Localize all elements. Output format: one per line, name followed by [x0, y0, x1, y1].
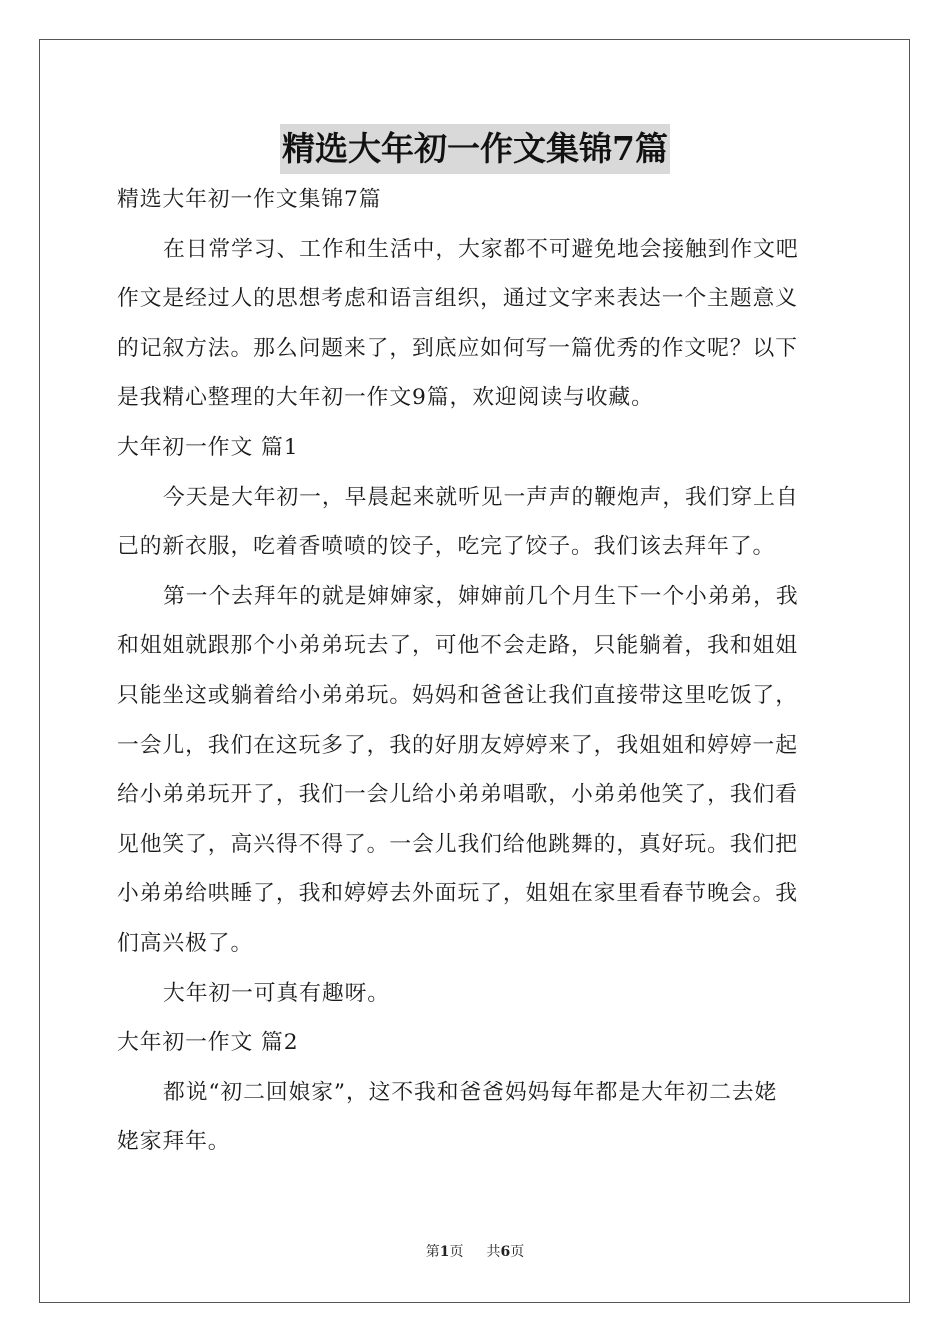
- page-footer: [0, 1242, 950, 1262]
- page-total: 共6页: [486, 1244, 525, 1260]
- text-line: 在日常学习、工作和生活中，大家都不可避免地会接触到作文吧: [163, 236, 799, 262]
- text-line: 们高兴极了。: [117, 930, 254, 956]
- text-line: 见他笑了，高兴得不得了。一会儿我们给他跳舞的，真好玩。我们把: [117, 831, 798, 857]
- document-subtitle: 精选大年初一作文集锦7篇: [117, 187, 382, 212]
- text-line: 都说“初二回娘家”，这不我和爸爸妈妈每年都是大年初二去姥: [163, 1079, 778, 1105]
- text-line: 是我精心整理的大年初一作文9篇，欢迎阅读与收藏。: [117, 385, 654, 411]
- text-line: 只能坐这或躺着给小弟弟玩。妈妈和爸爸让我们直接带这里吃饭了，: [117, 682, 798, 708]
- section-heading-1: 大年初一作文 篇1: [117, 434, 299, 460]
- page-number: 第1页: [425, 1244, 464, 1260]
- text-line: 己的新衣服，吃着香喷喷的饺子，吃完了饺子。我们该去拜年了。: [117, 534, 776, 560]
- section-heading-2: 大年初一作文 篇2: [117, 1030, 299, 1056]
- section1-paragraph-3: [117, 969, 835, 1019]
- text-line: 大年初一可真有趣呀。: [163, 980, 390, 1006]
- text-line: 第一个去拜年的就是婶婶家，婶婶前几个月生下一个小弟弟，我: [163, 583, 799, 609]
- text-line: 的记叙方法。那么问题来了，到底应如何写一篇优秀的作文呢？以下: [117, 335, 798, 361]
- intro-paragraph: [117, 225, 835, 423]
- section1-paragraph-2: [117, 572, 835, 969]
- text-line: 姥家拜年。: [117, 1129, 231, 1155]
- text-line: 今天是大年初一，早晨起来就听见一声声的鞭炮声，我们穿上自: [163, 484, 799, 510]
- text-line: 给小弟弟玩开了，我们一会儿给小弟弟唱歌，小弟弟他笑了，我们看: [117, 782, 798, 808]
- text-line: 小弟弟给哄睡了，我和婷婷去外面玩了，姐姐在家里看春节晚会。我: [117, 881, 798, 907]
- document-title: 精选大年初一作文集锦7篇: [280, 124, 670, 174]
- text-line: 一会儿，我们在这玩多了，我的好朋友婷婷来了，我姐姐和婷婷一起: [117, 732, 798, 758]
- document-body: [117, 175, 835, 1167]
- text-line: 作文是经过人的思想考虑和语言组织，通过文字来表达一个主题意义: [117, 286, 798, 312]
- section2-paragraph-1: [117, 1068, 835, 1167]
- title-area: [0, 124, 950, 174]
- text-line: 和姐姐就跟那个小弟弟玩去了，可他不会走路，只能躺着，我和姐姐: [117, 633, 798, 659]
- section1-paragraph-1: [117, 473, 835, 572]
